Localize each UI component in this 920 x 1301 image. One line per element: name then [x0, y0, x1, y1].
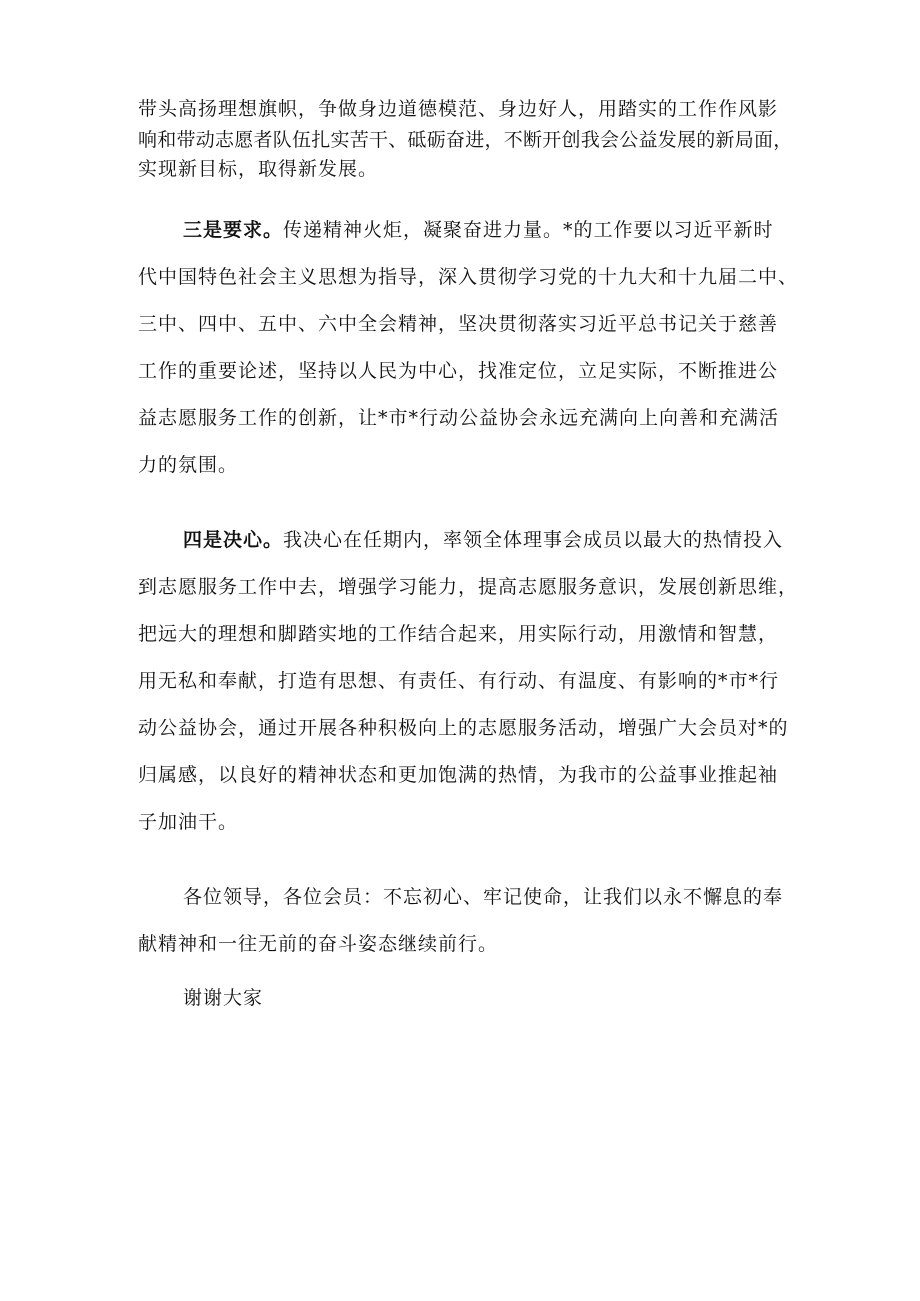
p2-line-5: 益志愿服务工作的创新，让*市*行动公益协会永远充满向上向善和充满活	[138, 407, 780, 429]
p2-line-1-text: 传递精神火炬，凝聚奋进力量。*的工作要以习近平新时	[283, 219, 774, 241]
p2-line-6: 力的氛围。	[138, 454, 239, 476]
p3-line-6: 归属感，以良好的精神状态和更加饱满的热情，为我市的公益事业推起袖	[138, 764, 779, 786]
p3-line-3: 把远大的理想和脚踏实地的工作结合起来，用实际行动，用激情和智慧，	[138, 623, 779, 645]
p2-line-4: 工作的重要论述，坚持以人民为中心，找准定位，立足实际，不断推进公	[138, 360, 779, 382]
p2-line-1	[183, 218, 774, 242]
closing-line: 谢谢大家	[183, 987, 264, 1009]
p4-line-2: 献精神和一往无前的奋斗姿态继续前行。	[138, 933, 499, 955]
p3-line-1-text: 我决心在任期内，率领全体理事会成员以最大的热情投入	[283, 529, 784, 551]
p2-line-3: 三中、四中、五中、六中全会精神，坚决贯彻落实习近平总书记关于慈善	[138, 313, 779, 335]
p3-line-5: 动公益协会，通过开展各种积极向上的志愿服务活动，增强广大会员对*的	[138, 717, 789, 739]
p1-line-3: 实现新目标，取得新发展。	[138, 158, 379, 180]
p2-heading: 三是要求。	[183, 219, 284, 241]
p1-line-2: 响和带动志愿者队伍扎实苦干、砥砺奋进，不断开创我会公益发展的新局面，	[138, 129, 793, 151]
p1-line-1: 带头高扬理想旗帜，争做身边道德模范、身边好人，用踏实的工作作风影	[138, 98, 779, 120]
p3-line-7: 子加油干。	[138, 811, 239, 833]
p2-line-2: 代中国特色社会主义思想为指导，深入贯彻学习党的十九大和十九届二中、	[138, 266, 799, 288]
p3-line-4: 用无私和奉献，打造有思想、有责任、有行动、有温度、有影响的*市*行	[138, 670, 780, 692]
p3-line-2: 到志愿服务工作中去，增强学习能力，提高志愿服务意识，发展创新思维，	[138, 576, 799, 598]
p3-line-1	[183, 528, 783, 552]
p4-line-1: 各位领导，各位会员：不忘初心、牢记使命，让我们以永不懈息的奉	[183, 886, 784, 908]
p3-heading: 四是决心。	[183, 529, 284, 551]
